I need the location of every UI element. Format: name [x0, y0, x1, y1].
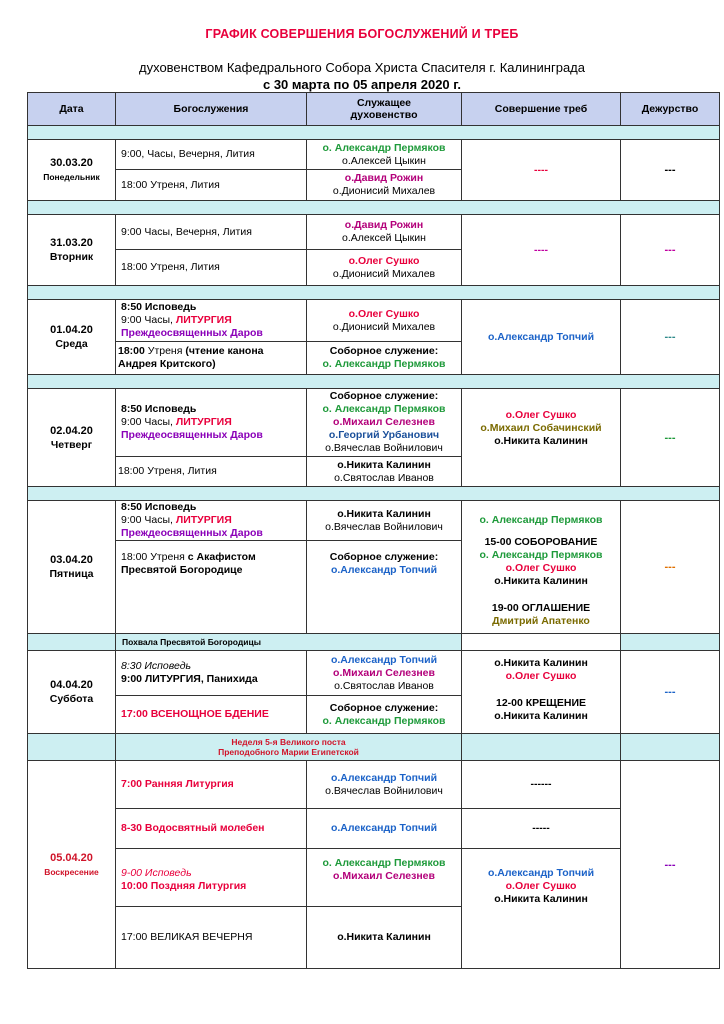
feast-label: Неделя 5-я Великого поста Преподобного Марии Египетской — [116, 734, 462, 761]
col-duty: Дежурство — [621, 93, 720, 126]
rites-cell: о. Александр Пермяков 15-00 СОБОРОВАНИЕ о. Александр Пермяков о.Олег Сушко о.Никита Калинин 19-00 ОГЛАШЕНИЕ Дмитрий Апатенко — [462, 501, 621, 634]
separator-row — [28, 126, 720, 140]
rites-cell: ---- — [462, 140, 621, 201]
service-cell: 18:00 Утреня, Лития — [116, 250, 307, 286]
document-subtitle: духовенством Кафедрального Собора Христа Спасителя г. Калининграда — [139, 60, 585, 75]
clergy-cell: о.Никита Калинин о.Святослав Иванов — [307, 457, 462, 487]
clergy-cell: о.Александр Топчий — [307, 809, 462, 849]
rites-cell: о.Никита Калинин о.Олег Сушко 12-00 КРЕЩЕНИЕ о.Никита Калинин — [462, 651, 621, 734]
service-cell: 18:00 Утреня, Лития — [116, 170, 307, 201]
rites-cell: о.Александр Топчий — [462, 300, 621, 375]
service-cell: 9:00, Часы, Вечерня, Лития — [116, 140, 307, 170]
table-row — [28, 215, 720, 250]
duty-cell: --- — [621, 651, 720, 734]
service-cell: 18:00 Утреня, Лития — [116, 457, 307, 487]
date-cell: 04.04.20 Суббота — [28, 651, 116, 734]
service-cell: 8:50 Исповедь 9:00 Часы, ЛИТУРГИЯ Преждеосвященных Даров — [116, 389, 307, 457]
date-cell: 05.04.20 Воскресение — [28, 761, 116, 969]
table-row — [28, 761, 720, 809]
date-cell: 30.03.20 Понедельник — [28, 140, 116, 201]
col-clergy: Служащее духовенство — [307, 93, 462, 126]
duty-cell: --- — [621, 389, 720, 487]
clergy-cell: Соборное служение: о. Александр Пермяков — [307, 342, 462, 375]
table-row — [28, 651, 720, 696]
separator-row — [28, 201, 720, 215]
rites-cell: ---- — [462, 215, 621, 286]
service-cell: 9-00 Исповедь 10:00 Поздняя Литургия — [116, 849, 307, 907]
clergy-cell: Соборное служение: о. Александр Пермяков — [307, 696, 462, 734]
duty-cell: --- — [621, 300, 720, 375]
separator-row — [28, 487, 720, 501]
table-row — [28, 501, 720, 541]
clergy-cell: о.Никита Калинин — [307, 907, 462, 969]
table-row — [28, 849, 720, 907]
date-cell: 03.04.20 Пятница — [28, 501, 116, 634]
service-cell: 8:50 Исповедь 9:00 Часы, ЛИТУРГИЯ Преждеосвященных Даров — [116, 501, 307, 541]
table-row — [28, 300, 720, 342]
service-cell: 8-30 Водосвятный молебен — [116, 809, 307, 849]
rites-cell: ------ — [462, 761, 621, 809]
clergy-cell: о.Давид Рожин о.Дионисий Михалев — [307, 170, 462, 201]
service-cell: 7:00 Ранняя Литургия — [116, 761, 307, 809]
clergy-cell: о.Олег Сушко о.Дионисий Михалев — [307, 300, 462, 342]
service-cell: 8:30 Исповедь 9:00 ЛИТУРГИЯ, Панихида — [116, 651, 307, 696]
clergy-cell: о.Давид Рожин о.Алексей Цыкин — [307, 215, 462, 250]
table-row — [28, 389, 720, 457]
rites-cell: о.Олег Сушко о.Михаил Собачинский о.Никита Калинин — [462, 389, 621, 487]
feast-row — [28, 734, 720, 761]
table-row — [28, 809, 720, 849]
document-title: ГРАФИК СОВЕРШЕНИЯ БОГОСЛУЖЕНИЙ И ТРЕБ — [205, 27, 519, 41]
service-cell: 18:00 Утреня (чтение канона Андрея Критского) — [116, 342, 307, 375]
feast-row — [28, 634, 720, 651]
clergy-cell: Соборное служение: о. Александр Пермяков о.Михаил Селезнев о.Георгий Урбанович о.Вячеслав Войнилович — [307, 389, 462, 457]
schedule-table — [27, 92, 720, 969]
col-date: Дата — [28, 93, 116, 126]
clergy-cell: о. Александр Пермяков о.Михаил Селезнев — [307, 849, 462, 907]
clergy-cell: о.Александр Топчий о.Вячеслав Войнилович — [307, 761, 462, 809]
date-cell: 02.04.20 Четверг — [28, 389, 116, 487]
clergy-cell: о.Никита Калинин о.Вячеслав Войнилович — [307, 501, 462, 541]
separator-row — [28, 375, 720, 389]
table-row — [28, 140, 720, 170]
service-cell: 18:00 Утреня с Акафистом Пресвятой Богородице — [116, 541, 307, 634]
rites-cell: о.Александр Топчий о.Олег Сушко о.Никита Калинин — [462, 849, 621, 969]
service-cell: 9:00 Часы, Вечерня, Лития — [116, 215, 307, 250]
feast-label: Похвала Пресвятой Богородицы — [116, 634, 462, 651]
duty-cell: --- — [621, 140, 720, 201]
duty-cell: --- — [621, 215, 720, 286]
service-cell: 8:50 Исповедь 9:00 Часы, ЛИТУРГИЯ Преждеосвященных Даров — [116, 300, 307, 342]
col-rites: Совершение треб — [462, 93, 621, 126]
service-cell: 17:00 ВСЕНОЩНОЕ БДЕНИЕ — [116, 696, 307, 734]
clergy-cell: Соборное служение: о.Александр Топчий — [307, 541, 462, 634]
header-row — [28, 93, 720, 126]
date-cell: 31.03.20 Вторник — [28, 215, 116, 286]
duty-cell: --- — [621, 501, 720, 634]
rites-cell: ----- — [462, 809, 621, 849]
separator-row — [28, 286, 720, 300]
clergy-cell: о.Олег Сушко о.Дионисий Михалев — [307, 250, 462, 286]
date-range: с 30 марта по 05 апреля 2020 г. — [262, 77, 461, 92]
duty-cell: --- — [621, 761, 720, 969]
date-cell: 01.04.20 Среда — [28, 300, 116, 375]
clergy-cell: о.Александр Топчий о.Михаил Селезнев о.Святослав Иванов — [307, 651, 462, 696]
col-services: Богослужения — [116, 93, 307, 126]
clergy-cell: о. Александр Пермяков о.Алексей Цыкин — [307, 140, 462, 170]
service-cell: 17:00 ВЕЛИКАЯ ВЕЧЕРНЯ — [116, 907, 307, 969]
